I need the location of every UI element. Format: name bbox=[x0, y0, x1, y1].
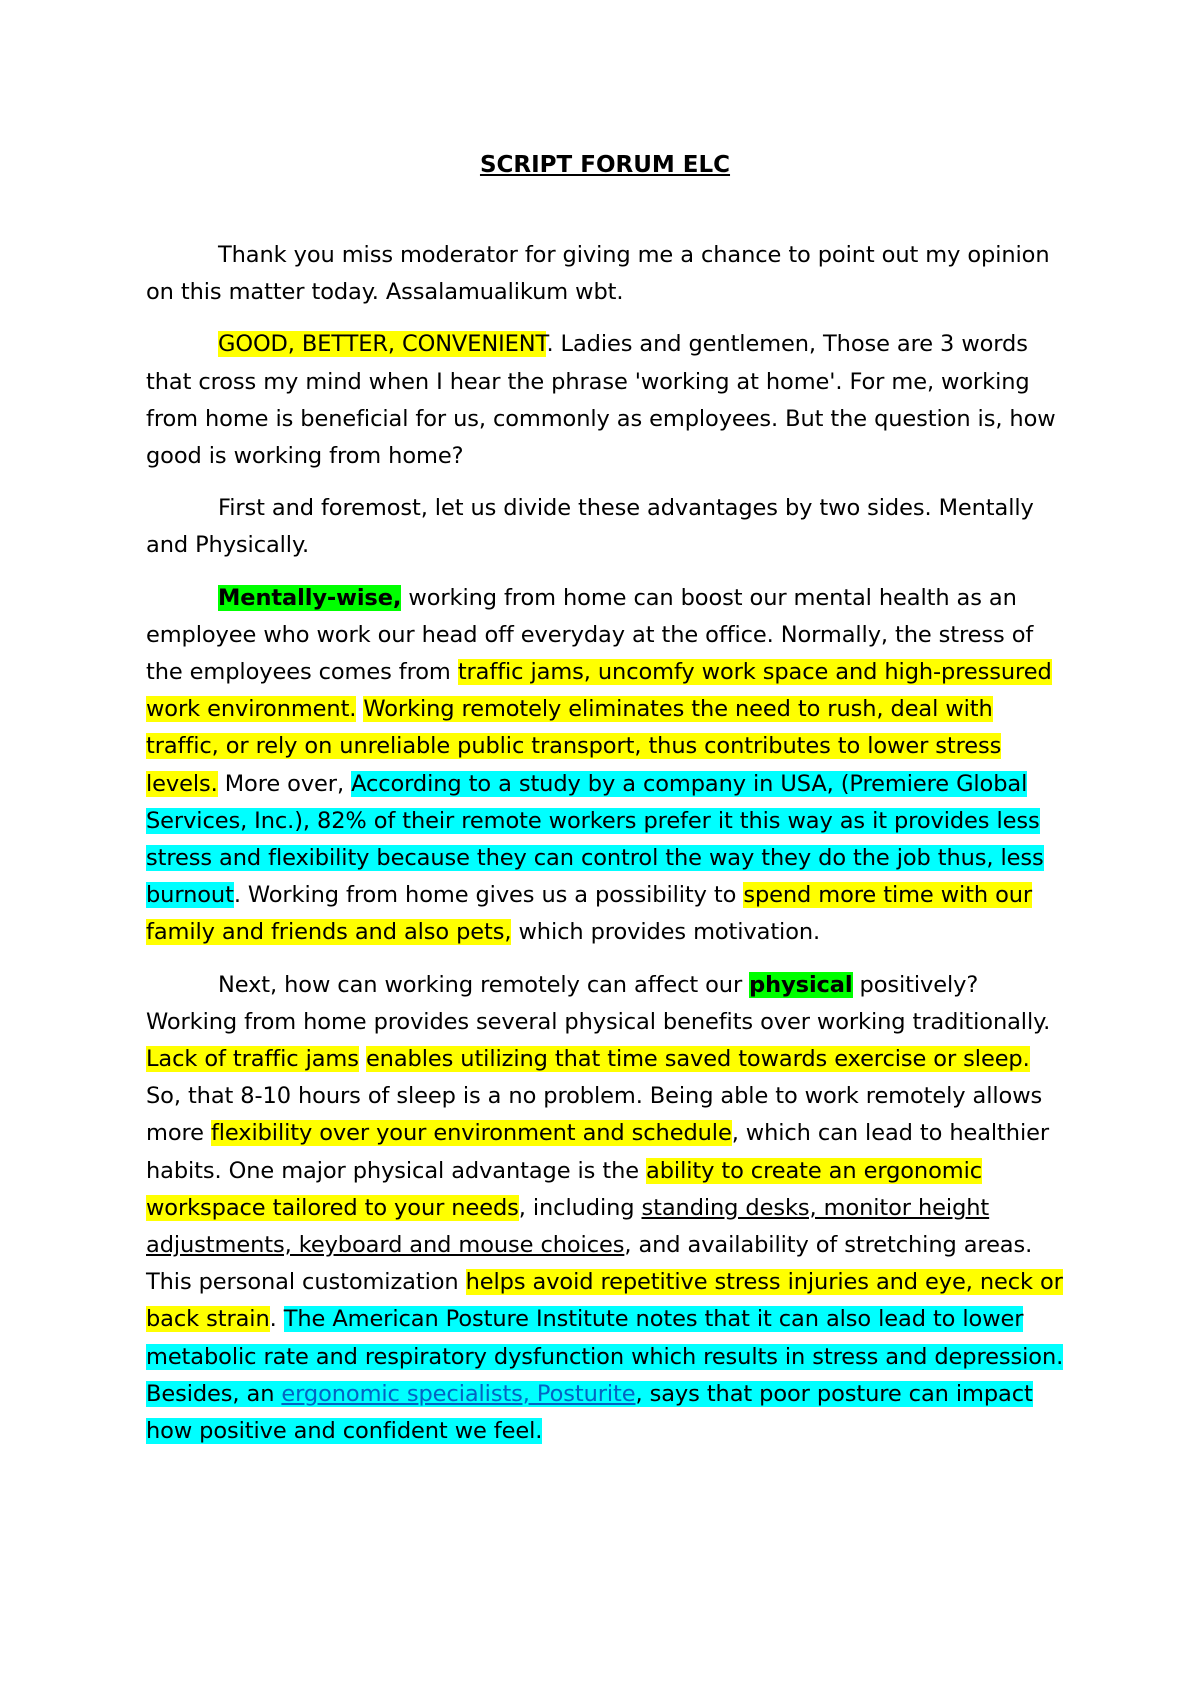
paragraph-text: Thank you miss moderator for giving me a chance to point out my opinion on this matter today. Assalamualikum wbt. bbox=[146, 242, 1050, 306]
paragraph-opening bbox=[146, 237, 1064, 311]
highlight-yellow: Working remotely eliminates the need to rush, deal with traffic, or rely on unreliable public transport, thus contributes to lower stress levels. bbox=[146, 696, 1002, 797]
highlight-yellow: GOOD, BETTER, CONVENIENT bbox=[218, 331, 547, 358]
ergonomic-specialists-link[interactable]: ergonomic specialists, Posturite bbox=[281, 1380, 636, 1407]
highlight-yellow: traffic jams, uncomfy work space and high-pressured work environment. bbox=[146, 659, 1052, 723]
highlight-yellow: helps avoid repetitive stress injuries and eye, neck or back strain bbox=[146, 1269, 1063, 1333]
highlight-yellow: enables utilizing that time saved towards exercise or sleep. bbox=[365, 1046, 1030, 1073]
paragraph-text: Next, how can working remotely can affect our bbox=[218, 971, 750, 998]
highlight-yellow: ability to create an ergonomic workspace tailored to your needs bbox=[146, 1157, 982, 1221]
paragraph-text: So, that 8-10 hours of sleep is a no problem. Being able to work remotely allows more bbox=[146, 1083, 1043, 1147]
paragraph-text bbox=[359, 1046, 366, 1072]
highlight-yellow: Lack of traffic jams bbox=[146, 1046, 359, 1073]
highlight-green-heading: physical bbox=[749, 971, 853, 998]
paragraph-text: working from home can boost our mental health as an employee who work our head off everyday at the office. Normally, the stress of the employees comes from bbox=[146, 584, 1034, 686]
paragraph-text: . Working from home gives us a possibility to bbox=[233, 882, 744, 909]
highlight-yellow: spend more time with our family and friends and also pets, bbox=[146, 882, 1033, 946]
highlight-cyan: The American Posture Institute notes that it can also lead to lower metabolic rate and respiratory dysfunction which results in stress and depression. bbox=[146, 1306, 1064, 1370]
highlight-cyan: , says that poor posture can impact how positive and confident we feel. bbox=[146, 1380, 1033, 1445]
paragraph-text: positively? Working from home provides several physical benefits over working traditionally. bbox=[146, 971, 1051, 1035]
paragraph-text: More over, bbox=[217, 770, 352, 797]
paragraph-text: , which can lead to healthier habits. One major physical advantage is the bbox=[146, 1120, 1049, 1184]
highlight-yellow: flexibility over your environment and schedule bbox=[210, 1120, 732, 1147]
paragraph-text: . bbox=[269, 1306, 284, 1333]
paragraph-two-sides bbox=[146, 490, 1064, 564]
paragraph-text: First and foremost, let us divide these advantages by two sides. Mentally and Physically. bbox=[146, 495, 1034, 559]
highlight-cyan: Besides, an bbox=[146, 1380, 282, 1407]
paragraph-text: , and availability of stretching areas. This personal customization bbox=[146, 1232, 1033, 1296]
paragraph-text: , including bbox=[518, 1194, 642, 1221]
paragraph-text: which provides motivation. bbox=[511, 919, 821, 946]
paragraph-mentally bbox=[146, 580, 1064, 952]
underlined-text: standing desks, monitor height adjustments, keyboard and mouse choices bbox=[146, 1194, 990, 1259]
document-title: SCRIPT FORUM ELC bbox=[479, 152, 731, 178]
paragraph-text: . Ladies and gentlemen, Those are 3 words that cross my mind when I hear the phrase 'working at home'. For me, working from home is beneficial for us, commonly as employees. But the question is, how good is working from home? bbox=[146, 331, 1056, 470]
paragraph-good-better-convenient bbox=[146, 326, 1064, 475]
highlight-cyan: According to a study by a company in USA, (Premiere Global Services, Inc.), 82% of their remote workers prefer it this way as it provides less stress and flexibility because they can control the way they do the job thus, less burnout bbox=[146, 770, 1044, 909]
highlight-green-heading: Mentally-wise, bbox=[218, 584, 402, 611]
paragraph-physical bbox=[146, 967, 1064, 1451]
